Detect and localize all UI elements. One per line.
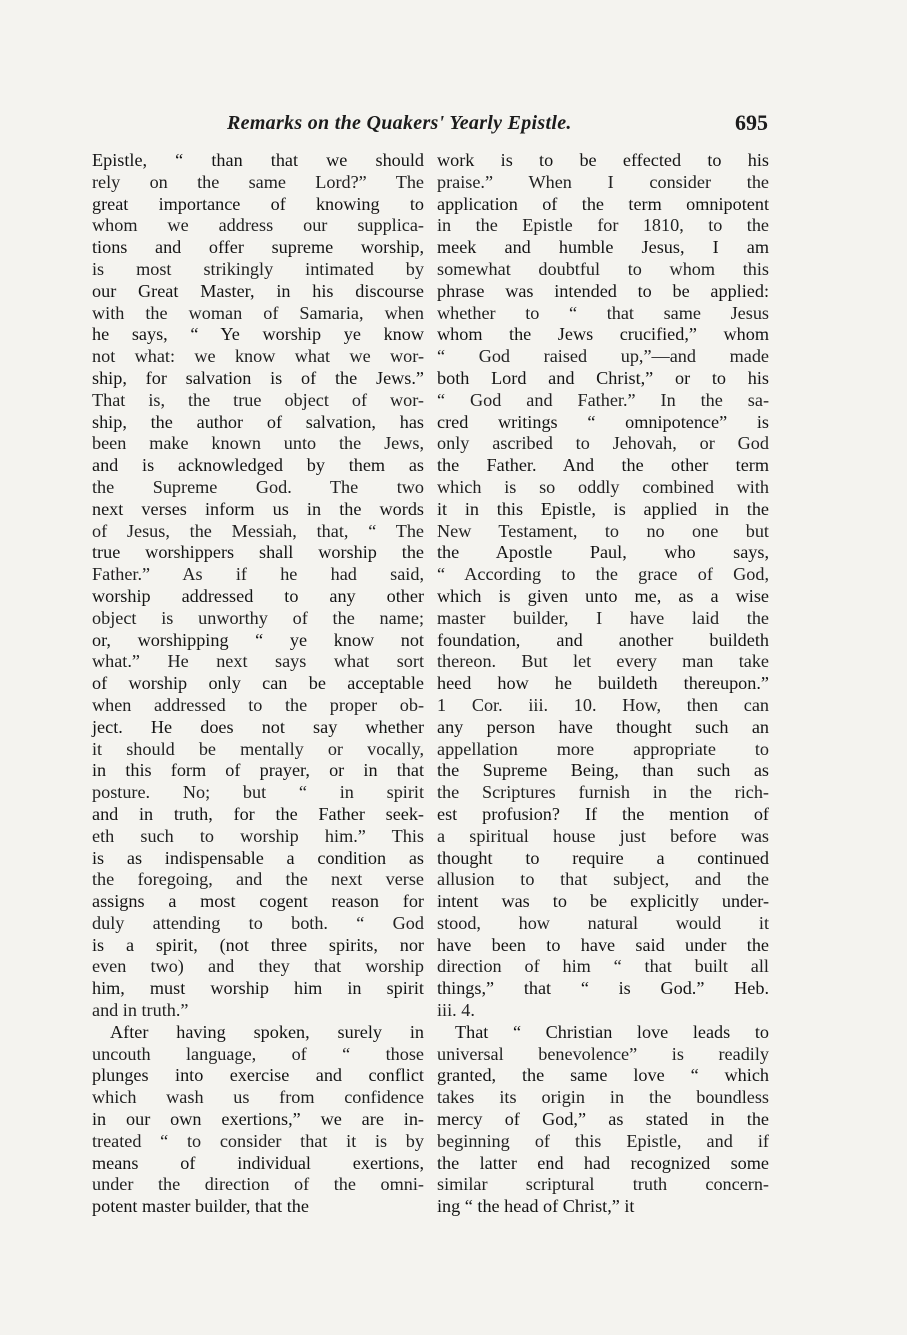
text-line: meek and humble Jesus, I am — [437, 237, 769, 258]
right-column — [437, 150, 769, 1218]
text-line: whom we address our supplica- — [92, 215, 424, 236]
text-line: tions and offer supreme worship, — [92, 237, 424, 258]
text-line: universal benevolence” is readily — [437, 1043, 769, 1064]
text-line: whether to “ that same Jesus — [437, 302, 769, 323]
text-line: and in truth, for the Father seek- — [92, 803, 424, 824]
text-line: treated “ to consider that it is by — [92, 1130, 424, 1151]
text-line: the Supreme God. The two — [92, 476, 424, 497]
text-line: somewhat doubtful to whom this — [437, 258, 769, 279]
text-line: he says, “ Ye worship ye know — [92, 324, 424, 345]
text-line: mercy of God,” as stated in the — [437, 1109, 769, 1130]
page-number: 695 — [735, 110, 768, 135]
text-line: in our own exertions,” we are in- — [92, 1109, 424, 1130]
text-line: 1 Cor. iii. 10. How, then can — [437, 694, 769, 715]
text-line: Father.” As if he had said, — [92, 564, 424, 585]
text-line: been make known unto the Jews, — [92, 433, 424, 454]
text-line: duly attending to both. “ God — [92, 912, 424, 933]
text-line: similar scriptural truth concern- — [437, 1174, 769, 1195]
text-line: and is acknowledged by them as — [92, 455, 424, 476]
text-line: which wash us from confidence — [92, 1087, 424, 1108]
text-line: iii. 4. — [437, 1000, 475, 1021]
text-line: takes its origin in the boundless — [437, 1087, 769, 1108]
text-line: means of individual exertions, — [92, 1152, 424, 1173]
text-line: cred writings “ omnipotence” is — [437, 411, 769, 432]
text-line: intent was to be explicitly under- — [437, 891, 769, 912]
text-line: great importance of knowing to — [92, 193, 424, 214]
text-line: what.” He next says what sort — [92, 651, 424, 672]
text-line: praise.” When I consider the — [437, 171, 769, 192]
text-line: ing “ the head of Christ,” it — [437, 1196, 635, 1217]
text-line: New Testament, to no one but — [437, 520, 769, 541]
text-line: of Jesus, the Messiah, that, “ The — [92, 520, 424, 541]
text-line: the foregoing, and the next verse — [92, 869, 424, 890]
page-header — [92, 112, 782, 142]
text-line: whom the Jews crucified,” whom — [437, 324, 769, 345]
text-line: ship, the author of salvation, has — [92, 411, 424, 432]
text-line: or, worshipping “ ye know not — [92, 629, 424, 650]
text-line: under the direction of the omni- — [92, 1174, 424, 1195]
text-line: plunges into exercise and conflict — [92, 1065, 424, 1086]
text-line: stood, how natural would it — [437, 912, 769, 933]
text-line: have been to have said under the — [437, 934, 769, 955]
text-line: rely on the same Lord?” The — [92, 171, 424, 192]
text-line: which is given unto me, as a wise — [437, 585, 769, 606]
text-line: him, must worship him in spirit — [92, 978, 424, 999]
text-line: our Great Master, in his discourse — [92, 280, 424, 301]
text-line: it should be mentally or vocally, — [92, 738, 424, 759]
text-line: both Lord and Christ,” or to his — [437, 367, 769, 388]
text-line: the Father. And the other term — [437, 455, 769, 476]
text-line: master builder, I have laid the — [437, 607, 769, 628]
text-line: of worship only can be acceptable — [92, 673, 424, 694]
text-line: work is to be effected to his — [437, 150, 769, 170]
text-line: granted, the same love “ which — [437, 1065, 769, 1086]
text-line: thought to require a continued — [437, 847, 769, 868]
text-line: That “ Christian love leads to — [455, 1021, 769, 1042]
text-line: appellation more appropriate to — [437, 738, 769, 759]
text-line: the Supreme Being, than such as — [437, 760, 769, 781]
text-line: “ God and Father.” In the sa- — [437, 389, 769, 410]
text-line: with the woman of Samaria, when — [92, 302, 424, 323]
text-line: any person have thought such an — [437, 716, 769, 737]
text-line: the latter end had recognized some — [437, 1152, 769, 1173]
text-line: beginning of this Epistle, and if — [437, 1130, 769, 1151]
text-line: thereon. But let every man take — [437, 651, 769, 672]
text-line: object is unworthy of the name; — [92, 607, 424, 628]
text-line: ject. He does not say whether — [92, 716, 424, 737]
left-column — [92, 150, 424, 1218]
text-line: the Scriptures furnish in the rich- — [437, 782, 769, 803]
text-line: “ According to the grace of God, — [437, 564, 769, 585]
text-line: in this form of prayer, or in that — [92, 760, 424, 781]
text-line: is most strikingly intimated by — [92, 258, 424, 279]
text-line: Epistle, “ than that we should — [92, 150, 424, 170]
text-line: est profusion? If the mention of — [437, 803, 769, 824]
text-line: allusion to that subject, and the — [437, 869, 769, 890]
text-line: uncouth language, of “ those — [92, 1043, 424, 1064]
text-line: and in truth.” — [92, 1000, 189, 1021]
text-line: only ascribed to Jehovah, or God — [437, 433, 769, 454]
text-line: even two) and they that worship — [92, 956, 424, 977]
text-line: “ God raised up,”—and made — [437, 346, 769, 367]
text-line: the Apostle Paul, who says, — [437, 542, 769, 563]
text-line: ship, for salvation is of the Jews.” — [92, 367, 424, 388]
text-line: posture. No; but “ in spirit — [92, 782, 424, 803]
text-line: potent master builder, that the — [92, 1196, 309, 1217]
text-line: eth such to worship him.” This — [92, 825, 424, 846]
text-line: phrase was intended to be applied: — [437, 280, 769, 301]
text-line: not what: we know what we wor- — [92, 346, 424, 367]
text-line: is as indispensable a condition as — [92, 847, 424, 868]
text-line: direction of him “ that built all — [437, 956, 769, 977]
text-line: heed how he buildeth thereupon.” — [437, 673, 769, 694]
text-line: is a spirit, (not three spirits, nor — [92, 934, 424, 955]
text-line: when addressed to the proper ob- — [92, 694, 424, 715]
text-line: next verses inform us in the words — [92, 498, 424, 519]
text-line: assigns a most cogent reason for — [92, 891, 424, 912]
text-line: application of the term omnipotent — [437, 193, 769, 214]
text-line: foundation, and another buildeth — [437, 629, 769, 650]
text-line: That is, the true object of wor- — [92, 389, 424, 410]
text-line: it in this Epistle, is applied in the — [437, 498, 769, 519]
text-line: in the Epistle for 1810, to the — [437, 215, 769, 236]
text-line: worship addressed to any other — [92, 585, 424, 606]
running-title: Remarks on the Quakers' Yearly Epistle. — [227, 112, 572, 134]
text-line: a spiritual house just before was — [437, 825, 769, 846]
text-line: true worshippers shall worship the — [92, 542, 424, 563]
text-line: things,” that “ is God.” Heb. — [437, 978, 769, 999]
text-line: After having spoken, surely in — [110, 1021, 424, 1042]
text-line: which is so oddly combined with — [437, 476, 769, 497]
